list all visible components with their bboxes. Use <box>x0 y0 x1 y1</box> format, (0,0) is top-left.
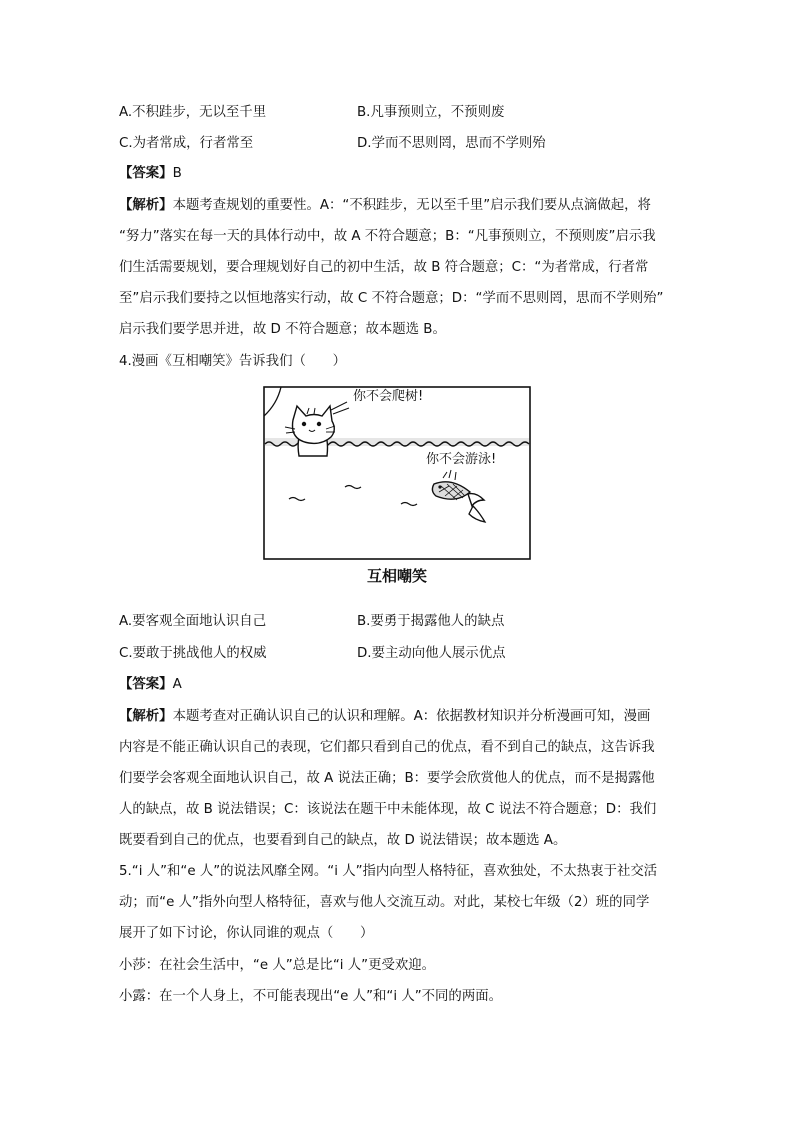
q3-analysis-line-1 <box>119 196 651 216</box>
q4-answer <box>119 675 182 695</box>
q5-line-4: 小莎：在社会生活中，“e 人”总是比“i 人”更受欢迎。 <box>119 958 436 973</box>
q5-line-2: 动；而“e 人”指外向型人格特征，喜欢与他人交流互动。对此，某校七年级（2）班的同学 <box>119 895 650 910</box>
q3-analysis-line-4: 至”启示我们要持之以恒地落实行动，故 C 不符合题意；D：“学而不思则罔，思而不学则殆” <box>119 291 664 306</box>
q5-line-1: 5.“i 人”和“e 人”的说法风靡全网。“i 人”指内向型人格特征，喜欢独处，不太热衷于社交活 <box>119 864 658 879</box>
analysis-tag: 【解析】 <box>119 709 173 724</box>
q5-line-3: 展开了如下讨论，你认同谁的观点（ ） <box>119 926 374 941</box>
answer-tag: 【答案】 <box>119 677 173 692</box>
q4-analysis-line-4: 人的缺点，故 B 说法错误；C：该说法在题干中未能体现，故 C 说法不符合题意；D：我们 <box>119 802 657 817</box>
q3-analysis-line-2: “努力”落实在每一天的具体行动中，故 A 不符合题意；B：“凡事预则立，不预则废”启示我 <box>119 229 656 244</box>
q4-stem: 4.漫画《互相嘲笑》告诉我们（ ） <box>119 354 347 369</box>
q4-option-b: B.要勇于揭露他人的缺点 <box>357 614 505 629</box>
comic-caption: 互相嘲笑 <box>366 567 427 585</box>
analysis-tag: 【解析】 <box>119 198 173 213</box>
q3-option-a: A.不积跬步，无以至千里 <box>119 105 267 120</box>
cat-speech: 你不会爬树! <box>353 389 424 404</box>
q4-analysis-line-2: 内容是不能正确认识自己的表现，它们都只看到自己的优点，看不到自己的缺点，这告诉我 <box>119 740 655 755</box>
answer-tag: 【答案】 <box>119 166 173 181</box>
answer-value: A <box>172 677 182 692</box>
q3-option-b: B.凡事预则立，不预则废 <box>357 105 505 120</box>
q3-option-c: C.为者常成，行者常至 <box>119 136 254 151</box>
q4-option-c: C.要敢于挑战他人的权威 <box>119 646 267 661</box>
q4-option-a: A.要客观全面地认识自己 <box>119 614 267 629</box>
q4-analysis-line-5: 既要看到自己的优点，也要看到自己的缺点，故 D 说法错误；故本题选 A。 <box>119 833 567 848</box>
fish-speech: 你不会游泳! <box>426 452 497 467</box>
comic-illustration <box>263 386 531 560</box>
q3-option-d: D.学而不思则罔，思而不学则殆 <box>357 136 546 151</box>
answer-value: B <box>172 166 182 181</box>
analysis-text: 本题考查规划的重要性。A：“不积跬步，无以至千里”启示我们要从点滴做起，将 <box>172 198 651 213</box>
q3-analysis-line-5: 启示我们要学思并进，故 D 不符合题意；故本题选 B。 <box>119 322 446 337</box>
analysis-text: 本题考查对正确认识自己的认识和理解。A：依据教材知识并分析漫画可知，漫画 <box>172 709 651 724</box>
q3-answer <box>119 164 182 184</box>
comic-image <box>263 386 531 560</box>
q4-analysis-line-3: 们要学会客观全面地认识自己，故 A 说法正确；B：要学会欣赏他人的优点，而不是揭露他 <box>119 771 655 786</box>
q5-line-5: 小露：在一个人身上，不可能表现出“e 人”和“i 人”不同的两面。 <box>119 989 502 1004</box>
q4-option-d: D.要主动向他人展示优点 <box>357 646 506 661</box>
q4-analysis-line-1 <box>119 707 650 727</box>
q3-analysis-line-3: 们生活需要规划，要合理规划好自己的初中生活，故 B 符合题意；C：“为者常成，行者常 <box>119 260 649 275</box>
